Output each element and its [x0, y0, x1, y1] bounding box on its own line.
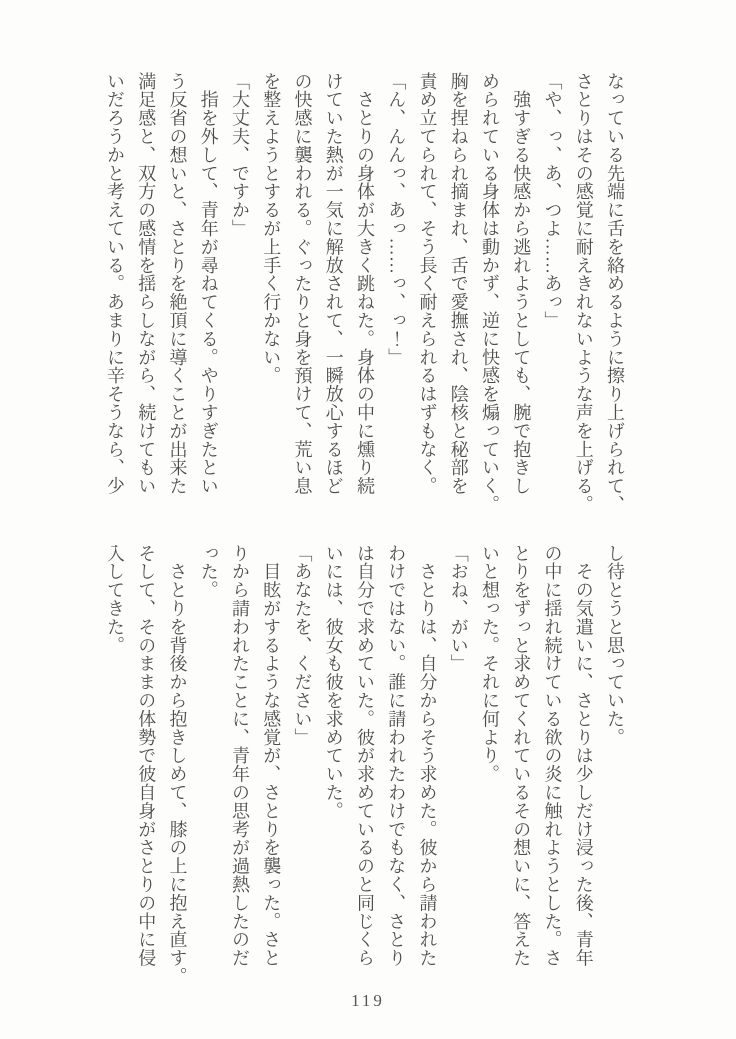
text-column: りから請われたことに、青年の思考が過熱したのだ: [230, 544, 250, 968]
text-column: とりをずっと求めてくれているその想いに、答えた: [511, 544, 532, 968]
text-block-lower: [106, 544, 624, 986]
text-column: 「大丈夫、ですか」: [230, 72, 250, 238]
text-column: は自分で求めていた。彼が求めているのと同じくら: [355, 544, 375, 968]
text-column: を整えようとするが上手く行かない。: [261, 72, 282, 385]
text-column: いと想った。それに何より。: [480, 544, 500, 784]
text-column: さとりはその感覚に耐えきれないような声を上げる。: [573, 72, 594, 514]
text-column: そして、そのままの体勢で彼自身がさとりの中に侵: [136, 544, 157, 968]
text-column: いだろうかと考えている。あまりに辛そうなら、少: [105, 72, 125, 496]
text-column: さとりを背後から抱きしめて、膝の上に抱え直す。: [167, 544, 188, 986]
text-column: 入してきた。: [105, 544, 125, 655]
text-column: 指を外して、青年が尋ねてくる。やりすぎたとい: [198, 72, 219, 496]
text-column: その気遣いに、さとりは少しだけ浸った後、青年: [573, 544, 594, 968]
text-column: の中に揺れ続けている欲の炎に触れようとした。さ: [542, 544, 563, 968]
text-block-upper: [106, 72, 624, 514]
text-column: いには、彼女も彼を求めていた。: [323, 544, 344, 820]
text-column: う反省の想いと、さとりを絶頂に導くことが出来た: [167, 72, 188, 496]
text-column: った。: [198, 544, 219, 600]
text-column: けていた熱が一気に解放されて、一瞬放心するほど: [323, 72, 344, 496]
text-column: 責め立てられて、そう長く耐えられるはずもなく。: [417, 72, 438, 496]
text-column: の快感に襲われる。ぐったりと身を預けて、荒い息: [292, 72, 313, 496]
text-column: し待とうと思っていた。: [605, 544, 625, 747]
text-column: 「や、っ、あ、つよ……あっ」: [542, 72, 563, 330]
text-column: なっている先端に舌を絡めるように擦り上げられて、: [605, 72, 625, 514]
text-column: さとりは、自分からそう求めた。彼から請われた: [417, 544, 438, 968]
text-column: 目眩がするような感覚が、さとりを襲った。さと: [261, 544, 282, 968]
text-column: さとりの身体が大きく跳ねた。身体の中に燻り続: [355, 72, 375, 496]
text-column: わけではない。誰に請われたわけでもなく、さとり: [386, 544, 407, 968]
text-column: 胸を捏ねられ摘まれ、舌で愛撫され、陰核と秘部を: [448, 72, 469, 496]
text-column: 「あなたを、ください」: [292, 544, 313, 747]
page-number: 119: [351, 991, 385, 1010]
text-column: 「おね、がい」: [448, 544, 469, 673]
text-column: 「ん、んんっ、あっ……っ、っ！」: [386, 72, 407, 367]
text-column: 満足感と、双方の感情を揺らしながら、続けてもい: [136, 72, 157, 496]
text-column: 強すぎる快感から逃れようとしても、腕で抱きし: [511, 72, 532, 496]
text-column: められている身体は動かず、逆に快感を煽っていく。: [480, 72, 500, 514]
